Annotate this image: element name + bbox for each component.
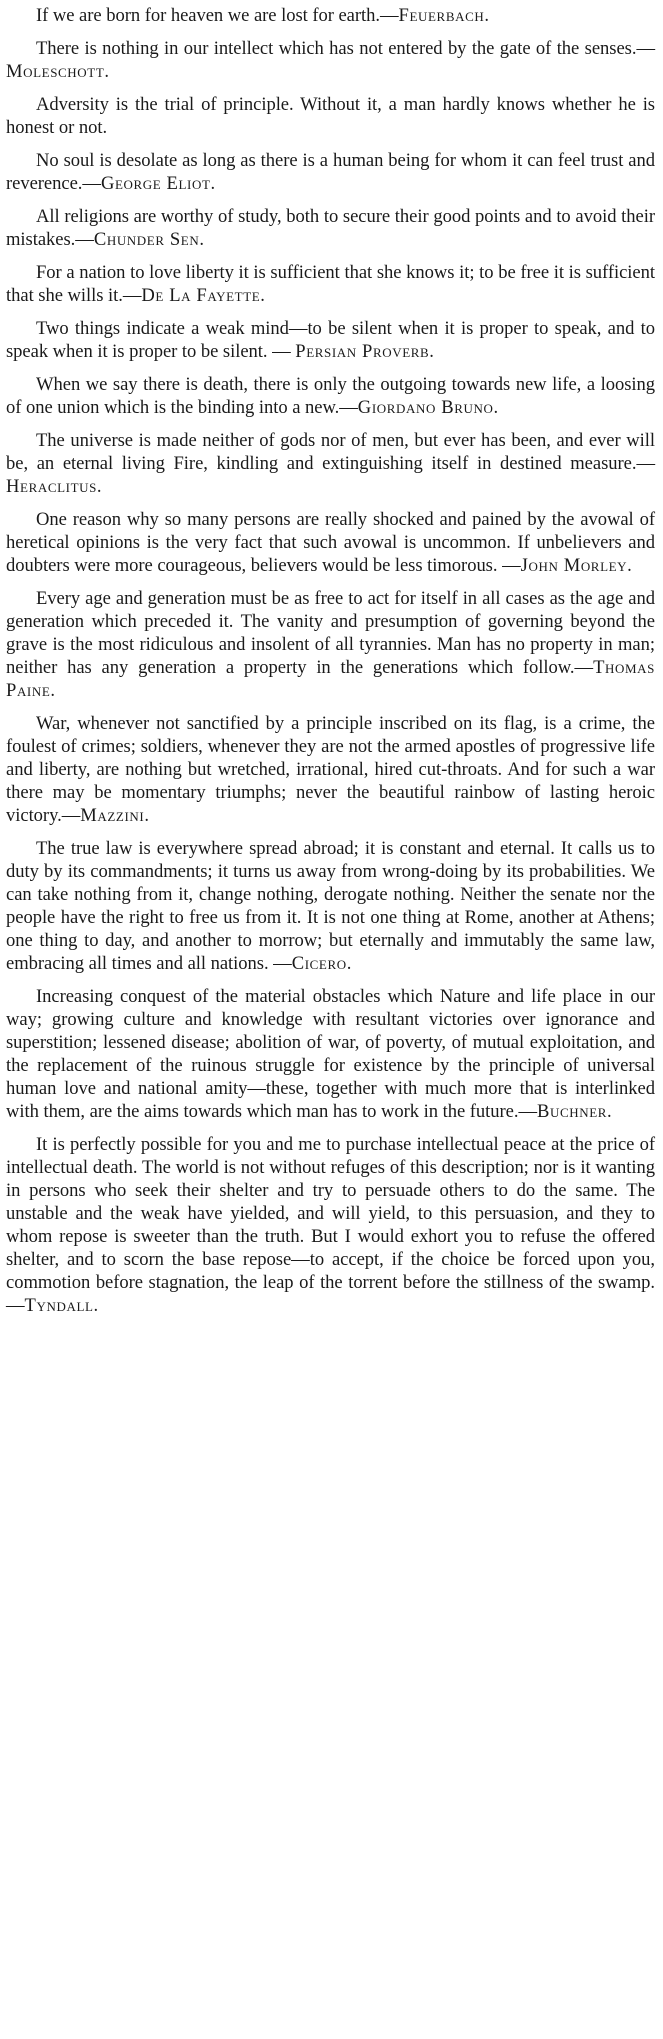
quote-adversity <box>6 93 655 139</box>
quote-buchner: Increasing conquest of the material obstacles which Nature and life place in our way; growing culture and knowledge with resultant victories over ignorance and superstition; lessened disease; abolition of war, of poverty, of mutual exploitation, and the replacement of the ruinous struggle for existence by the principle of universal human love and national amity—these, together with much more that is interlinked with them, are the aims towards which man has to work in the future.—Buchner. <box>6 986 655 1122</box>
quote-author: Thomas Paine. <box>6 657 655 701</box>
quote-text: All religions are worthy of study, both to secure their good points and to avoid their mistakes. <box>6 206 655 250</box>
quote-thomas-paine: Every age and generation must be as free to act for itself in all cases as the age and generation which preceded it. The vanity and presumption of governing beyond the grave is the most ridiculous and insolent of all tyrannies. Man has no property in man; neither has any generation a property in the generations which follow.—Thomas Paine. <box>6 588 655 701</box>
quote-text: If we are born for heaven we are lost for earth. <box>36 5 380 26</box>
quote-author: De La Fayette. <box>141 285 266 306</box>
quote-author: Chunder Sen. <box>93 229 205 250</box>
quote-author: John Morley. <box>520 555 633 576</box>
quote-author: Feuerbach. <box>398 5 490 26</box>
quote-john-morley: One reason why so many persons are really shocked and pained by the avowal of heretical opinions is the very fact that such avowal is uncommon. If unbelievers and doubters were more courageous, believers would be less timorous. —John Morley. <box>6 509 655 576</box>
quote-author: Persian Proverb. <box>295 341 435 362</box>
quote-text: War, whenever not sanctified by a principle inscribed on its flag, is a crime, the foulest of crimes; soldiers, whenever they are not the armed apostles of progressive life and liberty, are nothing but wretched, irrational, hired cut-throats. And for such a war there may be momentary triumphs; never the beautiful rainbow of lasting heroic victory. <box>6 713 655 826</box>
quote-text: Adversity is the trial of principle. Without it, a man hardly knows whether he is honest or not. <box>6 94 655 138</box>
quote-author: Heraclitus. <box>6 476 103 497</box>
quote-heraclitus: The universe is made neither of gods nor of men, but ever has been, and ever will be, an eternal living Fire, kindling and extinguishing itself in destined measure.—Heraclitus. <box>6 430 655 497</box>
quote-text: Increasing conquest of the material obstacles which Nature and life place in our way; growing culture and knowledge with resultant victories over ignorance and superstition; lessened disease; abolition of war, of poverty, of mutual exploitation, and the replacement of the ruinous struggle for existence by the principle of universal human love and national amity—these, together with much more that is interlinked with them, are the aims towards which man has to work in the future. <box>6 986 655 1122</box>
quote-author: Tyndall. <box>24 1295 99 1316</box>
quote-text: For a nation to love liberty it is sufficient that she knows it; to be free it is sufficient that she wills it. <box>6 262 655 306</box>
quote-moleschott: There is nothing in our intellect which has not entered by the gate of the senses.—Moleschott. <box>6 38 655 82</box>
quote-text: There is nothing in our intellect which has not entered by the gate of the senses. <box>36 38 637 59</box>
quote-text: Every age and generation must be as free to act for itself in all cases as the age and generation which preceded it. The vanity and presumption of governing beyond the grave is the most ridiculous and insolent of all tyrannies. Man has no property in man; neither has any generation a property in the generations which follow. <box>6 588 655 678</box>
quote-author: Buchner. <box>537 1101 613 1122</box>
quote-text: Two things indicate a weak mind—to be silent when it is proper to speak, and to speak when it is proper to be silent. <box>6 318 655 362</box>
quote-author: Cicero. <box>291 953 352 974</box>
quote-de-la-fayette: For a nation to love liberty it is sufficient that she knows it; to be free it is sufficient that she wills it.—De La Fayette. <box>6 262 655 306</box>
quote-chunder-sen: All religions are worthy of study, both to secure their good points and to avoid their mistakes.—Chunder Sen. <box>6 206 655 250</box>
quote-tyndall: It is perfectly possible for you and me to purchase intellectual peace at the price of intellectual death. The world is not without refuges of this description; nor is it wanting in persons who seek their shelter and try to persuade others to do the same. The unstable and the weak have yielded, and will yield, to this persuasion, and they to whom repose is sweeter than the truth. But I would exhort you to refuse the offered shelter, and to scorn the base repose—to accept, if the choice be forced upon you, commotion before stagnation, the leap of the torrent before the stillness of the swamp. —Tyndall. <box>6 1134 655 1316</box>
quote-george-eliot: No soul is desolate as long as there is a human being for whom it can feel trust and reverence.—George Eliot. <box>6 150 655 194</box>
quote-text: It is perfectly possible for you and me to purchase intellectual peace at the price of intellectual death. The world is not without refuges of this description; nor is it wanting in persons who seek their shelter and try to persuade others to do the same. The unstable and the weak have yielded, and will yield, to this persuasion, and they to whom repose is sweeter than the truth. But I would exhort you to refuse the offered shelter, and to scorn the base repose—to accept, if the choice be forced upon you, commotion before stagnation, the leap of the torrent before the stillness of the swamp. <box>6 1134 655 1293</box>
quote-author: Moleschott. <box>6 61 110 82</box>
quote-text: One reason why so many persons are really shocked and pained by the avowal of heretical opinions is the very fact that such avowal is uncommon. If unbelievers and doubters were more courageous, believers would be less timorous. <box>6 509 655 576</box>
quote-author: Giordano Bruno. <box>357 397 499 418</box>
quote-giordano-bruno: When we say there is death, there is only the outgoing towards new life, a loosing of one union which is the binding into a new.—Giordano Bruno. <box>6 374 655 418</box>
quote-feuerbach: If we are born for heaven we are lost for earth.—Feuerbach. <box>36 5 490 26</box>
quote-mazzini: War, whenever not sanctified by a principle inscribed on its flag, is a crime, the foulest of crimes; soldiers, whenever they are not the armed apostles of progressive life and liberty, are nothing but wretched, irrational, hired cut-throats. And for such a war there may be momentary triumphs; never the beautiful rainbow of lasting heroic victory.—Mazzini. <box>6 713 655 826</box>
quote-text: When we say there is death, there is only the outgoing towards new life, a loosing of one union which is the binding into a new. <box>6 374 655 418</box>
quote-author: Mazzini. <box>80 805 150 826</box>
quote-text: No soul is desolate as long as there is a human being for whom it can feel trust and reverence. <box>6 150 655 194</box>
quote-text: The universe is made neither of gods nor of men, but ever has been, and ever will be, an eternal living Fire, kindling and extinguishing itself in destined measure. <box>6 430 655 474</box>
quote-persian-proverb: Two things indicate a weak mind—to be silent when it is proper to speak, and to speak when it is proper to be silent. — Persian Proverb. <box>6 318 655 362</box>
quote-text: The true law is everywhere spread abroad; it is constant and eternal. It calls us to duty by its commandments; it turns us away from wrong-doing by its probabilities. We can take nothing from it, change nothing, derogate nothing. Neither the senate nor the people have the right to free us from it. It is not one thing at Rome, another at Athens; one thing to day, and another to morrow; but eternally and immutably the same law, embracing all times and all nations. <box>6 838 655 974</box>
quote-author: George Eliot. <box>100 173 216 194</box>
quote-cicero: The true law is everywhere spread abroad; it is constant and eternal. It calls us to duty by its commandments; it turns us away from wrong-doing by its probabilities. We can take nothing from it, change nothing, derogate nothing. Neither the senate nor the people have the right to free us from it. It is not one thing at Rome, another at Athens; one thing to day, and another to morrow; but eternally and immutably the same law, embracing all times and all nations. —Cicero. <box>6 838 655 974</box>
